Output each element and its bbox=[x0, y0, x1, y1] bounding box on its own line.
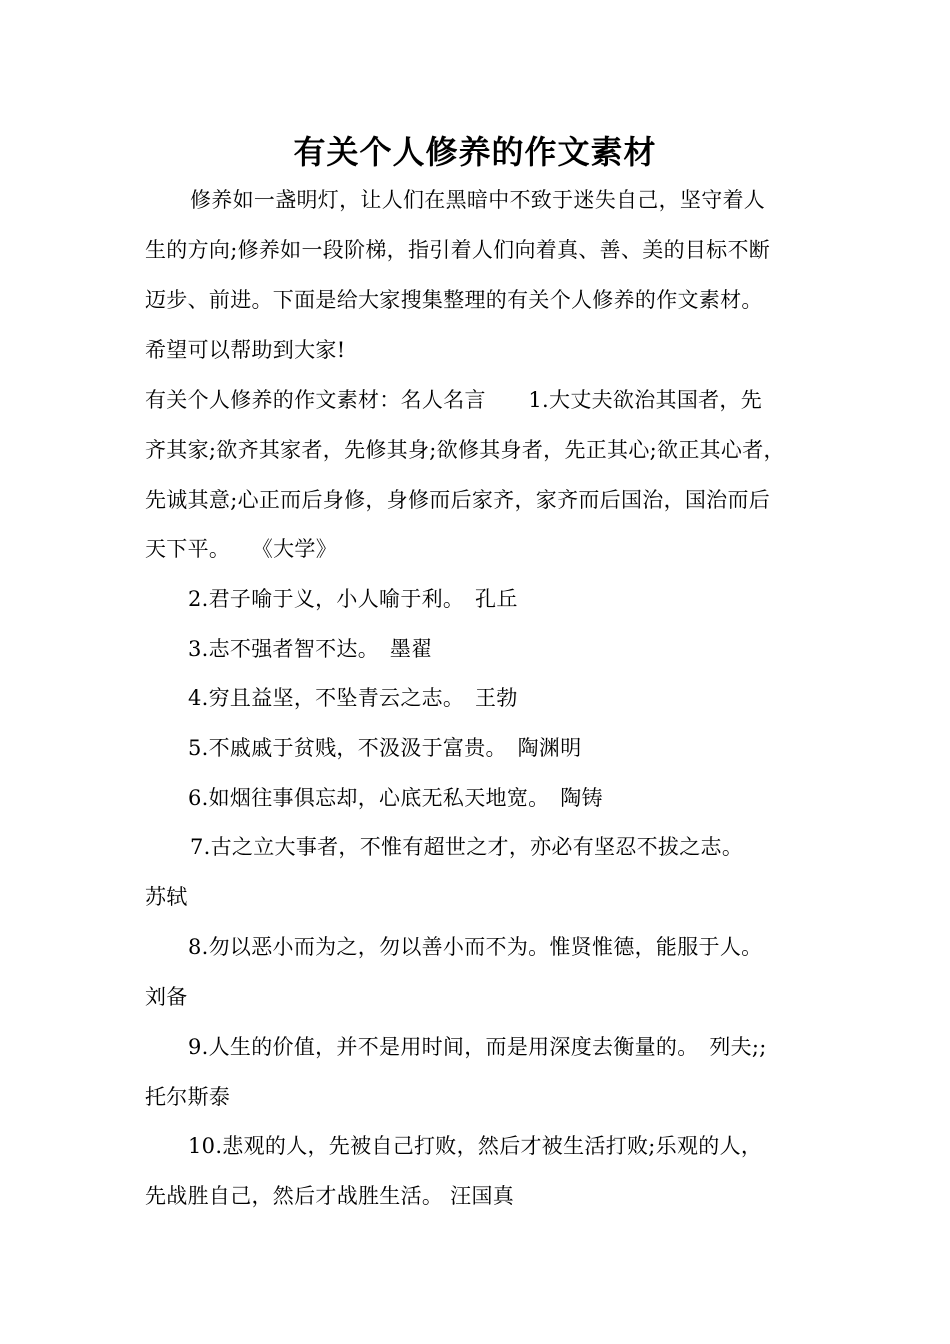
text-line: 齐其家;欲齐其家者，先修其身;欲修其身者，先正其心;欲正其心者， bbox=[145, 438, 785, 462]
text-line: 7.古之立大事者，不惟有超世之才，亦必有坚忍不拔之志。 bbox=[190, 835, 744, 859]
text-line: 刘备 bbox=[145, 985, 188, 1009]
text-line: 2.君子喻于义，小人喻于利。 孔丘 bbox=[188, 587, 518, 611]
text-line: 4.穷且益坚，不坠青云之志。 王勃 bbox=[188, 686, 518, 710]
text-line: 9.人生的价值，并不是用时间，而是用深度去衡量的。 列夫;; bbox=[188, 1035, 767, 1059]
text-line: 5.不戚戚于贫贱，不汲汲于富贵。 陶渊明 bbox=[188, 736, 582, 760]
text-line: 托尔斯泰 bbox=[145, 1085, 231, 1109]
text-line: 先战胜自己，然后才战胜生活。 汪国真 bbox=[145, 1184, 515, 1208]
text-line: 3.志不强者智不达。 墨翟 bbox=[188, 637, 433, 661]
text-line: 10.悲观的人，先被自己打败，然后才被生活打败;乐观的人， bbox=[188, 1134, 763, 1158]
text-line: 希望可以帮助到大家! bbox=[145, 338, 346, 362]
text-line: 有关个人修养的作文素材：名人名言 1.大丈夫欲治其国者，先 bbox=[145, 388, 763, 412]
text-line: 8.勿以恶小而为之，勿以善小而不为。惟贤惟德，能服于人。 bbox=[188, 935, 763, 959]
page-title: 有关个人修养的作文素材 bbox=[293, 133, 657, 171]
text-line: 修养如一盏明灯，让人们在黑暗中不致于迷失自己，坚守着人 bbox=[190, 188, 766, 212]
text-line: 先诚其意;心正而后身修，身修而后家齐，家齐而后国治，国治而后 bbox=[145, 488, 771, 512]
text-line: 苏轼 bbox=[145, 885, 188, 909]
text-line: 6.如烟往事俱忘却，心底无私天地宽。 陶铸 bbox=[188, 786, 603, 810]
text-line: 迈步、前进。下面是给大家搜集整理的有关个人修养的作文素材。 bbox=[145, 288, 763, 312]
text-line: 天下平。 《大学》 bbox=[145, 537, 337, 561]
text-line: 生的方向;修养如一段阶梯，指引着人们向着真、善、美的目标不断 bbox=[145, 238, 771, 262]
